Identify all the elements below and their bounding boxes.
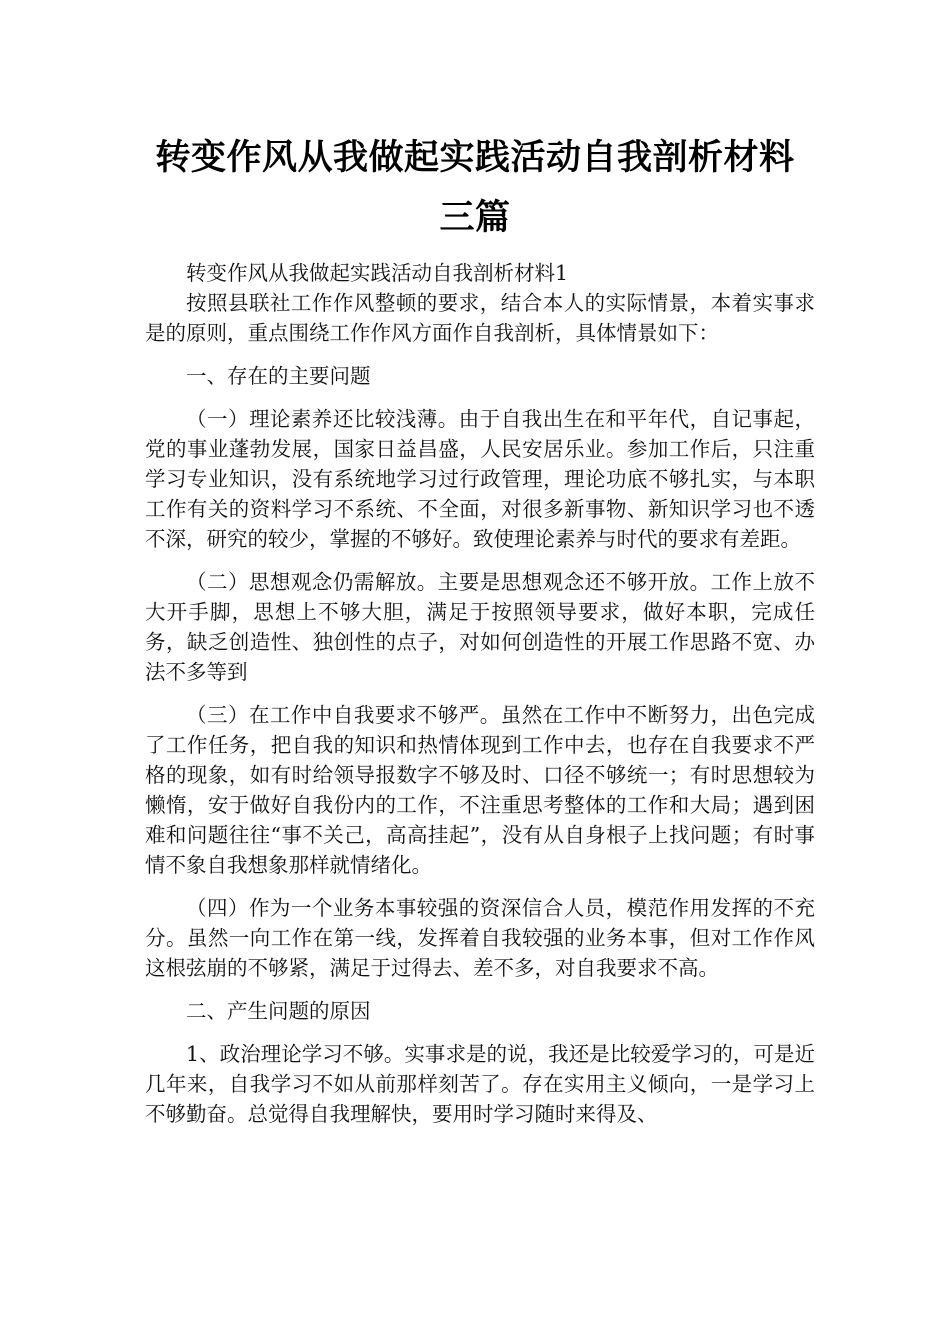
intro-paragraph: 按照县联社工作作风整顿的要求，结合本人的实际情景，本着实事求是的原则，重点围绕工作作风方面作自我剖析，具体情景如下： bbox=[145, 291, 815, 345]
title-line-1: 转变作风从我做起实践活动自我剖析材料 bbox=[155, 138, 795, 178]
section-heading-2: 二、产生问题的原因 bbox=[186, 999, 371, 1023]
problem-paragraph-4: （四）作为一个业务本事较强的资深信合人员，模范作用发挥的不充分。虽然一向工作在第一线，发挥着自我较强的业务本事，但对工作作风这根弦崩的不够紧，满足于过得去、差不多，对自我要求不高。 bbox=[145, 896, 815, 980]
subtitle-paragraph: 转变作风从我做起实践活动自我剖析材料1 bbox=[186, 261, 569, 285]
title-line-2: 三篇 bbox=[439, 198, 511, 238]
cause-paragraph-1: 1、政治理论学习不够。实事求是的说，我还是比较爱学习的，可是近几年来，自我学习不如从前那样刻苦了。存在实用主义倾向，一是学习上不够勤奋。总觉得自我理解快，要用时学习随时来得及、 bbox=[145, 1042, 815, 1126]
problem-paragraph-2: （二）思想观念仍需解放。主要是思想观念还不够开放。工作上放不大开手脚，思想上不够大胆，满足于按照领导要求，做好本职，完成任务，缺乏创造性、独创性的点子，对如何创造性的开展工作思路不宽、办法不多等到 bbox=[145, 570, 815, 684]
document-body bbox=[145, 258, 815, 1129]
document-title bbox=[120, 128, 830, 248]
problem-paragraph-1: （一）理论素养还比较浅薄。由于自我出生在和平年代，自记事起，党的事业蓬勃发展，国家日益昌盛，人民安居乐业。参加工作后，只注重学习专业知识，没有系统地学习过行政管理，理论功底不够扎实，与本职工作有关的资料学习不系统、不全面，对很多新事物、新知识学习也不透不深，研究的较少，掌握的不够好。致使理论素养与时代的要求有差距。 bbox=[145, 407, 815, 551]
section-heading-1: 一、存在的主要问题 bbox=[186, 364, 371, 388]
problem-paragraph-3: （三）在工作中自我要求不够严。虽然在工作中不断努力，出色完成了工作任务，把自我的知识和热情体现到工作中去，也存在自我要求不严格的现象，如有时给领导报数字不够及时、口径不够统一；有时思想较为懒惰，安于做好自我份内的工作，不注重思考整体的工作和大局；遇到困难和问题往往“事不关己，高高挂起”，没有从自身根子上找问题；有时事情不象自我想象那样就情绪化。 bbox=[145, 703, 815, 877]
